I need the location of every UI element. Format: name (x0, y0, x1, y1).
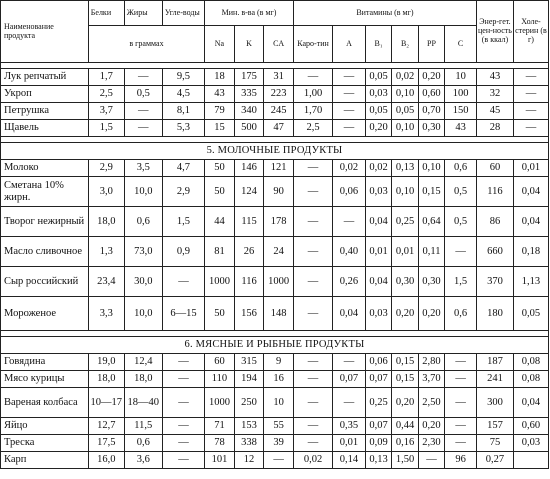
cell-vit-a: — (333, 388, 366, 418)
header-proteins: Белки (88, 1, 124, 26)
cell-vit-b1: 0,02 (365, 160, 391, 177)
cell-na: 79 (205, 103, 235, 120)
cell-carbs: 1,5 (162, 207, 204, 237)
cell-vit-b2: 0,15 (392, 354, 418, 371)
cell-vit-a: 0,02 (333, 160, 366, 177)
product-name: Щавель (1, 120, 89, 137)
table-row (1, 354, 549, 371)
cell-na: 110 (205, 371, 235, 388)
cell-vit-c: 100 (445, 86, 477, 103)
cell-ca: 39 (264, 435, 294, 452)
cell-vit-c: — (445, 418, 477, 435)
cell-vit-a: — (333, 86, 366, 103)
cell-fats: — (124, 120, 162, 137)
cell-fats: 30,0 (124, 267, 162, 297)
cell-carotene: — (293, 354, 332, 371)
header-product-name: Наименование продукта (1, 1, 89, 63)
cell-proteins: 12,7 (88, 418, 124, 435)
table-row (1, 86, 549, 103)
cell-carbs: 0,9 (162, 237, 204, 267)
cell-vit-pp: 2,50 (418, 388, 444, 418)
cell-proteins: 19,0 (88, 354, 124, 371)
cell-proteins: 16,0 (88, 452, 124, 469)
cell-fats: — (124, 103, 162, 120)
cell-na: 101 (205, 452, 235, 469)
cell-vit-b2: 0,01 (392, 237, 418, 267)
cell-carotene: — (293, 177, 332, 207)
header-vit-c: C (445, 26, 477, 63)
cell-fats: 10,0 (124, 297, 162, 331)
cell-cholesterol: — (513, 69, 548, 86)
cell-cholesterol: 0,01 (513, 160, 548, 177)
cell-proteins: 17,5 (88, 435, 124, 452)
cell-vit-b2: 0,30 (392, 267, 418, 297)
cell-energy: 86 (476, 207, 513, 237)
cell-vit-b1: 0,07 (365, 371, 391, 388)
cell-vit-a: 0,06 (333, 177, 366, 207)
cell-na: 43 (205, 86, 235, 103)
cell-carotene: — (293, 388, 332, 418)
cell-energy: 157 (476, 418, 513, 435)
cell-vit-b1: 0,03 (365, 297, 391, 331)
cell-vit-b1: 0,03 (365, 86, 391, 103)
cell-k: 250 (234, 388, 264, 418)
cell-vit-b2: 0,13 (392, 160, 418, 177)
header-ca: CA (264, 26, 294, 63)
product-name: Говядина (1, 354, 89, 371)
cell-na: 1000 (205, 267, 235, 297)
cell-na: 1000 (205, 388, 235, 418)
header-vit-b1: B₁ (365, 26, 391, 63)
cell-proteins: 1,3 (88, 237, 124, 267)
table-row (1, 177, 549, 207)
cell-vit-c: 0,5 (445, 177, 477, 207)
cell-vit-pp: 0,10 (418, 160, 444, 177)
cell-k: 115 (234, 207, 264, 237)
cell-k: 315 (234, 354, 264, 371)
header-vitamins: Витамины (в мг) (293, 1, 476, 26)
cell-vit-c: — (445, 237, 477, 267)
cell-vit-pp: — (418, 452, 444, 469)
table-row (1, 103, 549, 120)
product-name: Вареная колбаса (1, 388, 89, 418)
cell-na: 81 (205, 237, 235, 267)
cell-vit-b2: 0,44 (392, 418, 418, 435)
cell-fats: 73,0 (124, 237, 162, 267)
cell-k: 340 (234, 103, 264, 120)
cell-vit-b2: 0,16 (392, 435, 418, 452)
cell-carbs: — (162, 267, 204, 297)
cell-vit-b1: 0,04 (365, 207, 391, 237)
cell-vit-b2: 0,05 (392, 103, 418, 120)
cell-carotene: — (293, 267, 332, 297)
cell-ca: 223 (264, 86, 294, 103)
product-name: Укроп (1, 86, 89, 103)
cell-carbs: — (162, 435, 204, 452)
cell-proteins: 2,9 (88, 160, 124, 177)
cell-proteins: 2,5 (88, 86, 124, 103)
cell-fats: 3,5 (124, 160, 162, 177)
header-energy: Энер-гет. цен-ность (в ккал) (476, 1, 513, 63)
cell-vit-b1: 0,05 (365, 103, 391, 120)
section-title: 5. МОЛОЧНЫЕ ПРОДУКТЫ (1, 143, 549, 160)
cell-na: 71 (205, 418, 235, 435)
cell-k: 175 (234, 69, 264, 86)
cell-vit-c: — (445, 388, 477, 418)
cell-fats: 3,6 (124, 452, 162, 469)
cell-proteins: 18,0 (88, 371, 124, 388)
cell-energy: 180 (476, 297, 513, 331)
header-carbs: Угле-воды (162, 1, 204, 26)
cell-vit-a: 0,01 (333, 435, 366, 452)
cell-carotene: — (293, 237, 332, 267)
cell-fats: 11,5 (124, 418, 162, 435)
cell-na: 50 (205, 297, 235, 331)
cell-k: 194 (234, 371, 264, 388)
cell-vit-pp: 0,15 (418, 177, 444, 207)
cell-ca: 245 (264, 103, 294, 120)
cell-vit-a: 0,04 (333, 297, 366, 331)
cell-vit-b1: 0,05 (365, 69, 391, 86)
cell-na: 18 (205, 69, 235, 86)
cell-fats: 12,4 (124, 354, 162, 371)
cell-vit-pp: 0,30 (418, 267, 444, 297)
cell-energy: 28 (476, 120, 513, 137)
cell-vit-b1: 0,03 (365, 177, 391, 207)
cell-vit-b2: 0,20 (392, 297, 418, 331)
cell-carotene: 1,00 (293, 86, 332, 103)
cell-carotene: — (293, 69, 332, 86)
cell-energy: 0,27 (476, 452, 513, 469)
table-row (1, 297, 549, 331)
cell-k: 26 (234, 237, 264, 267)
cell-vit-c: — (445, 371, 477, 388)
product-name: Треска (1, 435, 89, 452)
header-k: K (234, 26, 264, 63)
cell-cholesterol: 1,13 (513, 267, 548, 297)
cell-cholesterol: 0,04 (513, 177, 548, 207)
product-name: Лук репчатый (1, 69, 89, 86)
cell-vit-a: 0,35 (333, 418, 366, 435)
cell-proteins: 1,7 (88, 69, 124, 86)
cell-cholesterol: 0,08 (513, 354, 548, 371)
cell-vit-pp: 2,80 (418, 354, 444, 371)
cell-vit-pp: 0,64 (418, 207, 444, 237)
product-name: Творог нежирный (1, 207, 89, 237)
product-name: Масло сливочное (1, 237, 89, 267)
cell-cholesterol: 0,04 (513, 207, 548, 237)
cell-na: 44 (205, 207, 235, 237)
cell-carotene: — (293, 435, 332, 452)
cell-ca: — (264, 452, 294, 469)
cell-carotene: — (293, 297, 332, 331)
cell-k: 146 (234, 160, 264, 177)
cell-vit-b1: 0,13 (365, 452, 391, 469)
table-row (1, 237, 549, 267)
cell-energy: 300 (476, 388, 513, 418)
cell-vit-pp: 2,30 (418, 435, 444, 452)
cell-vit-a: 0,40 (333, 237, 366, 267)
cell-vit-pp: 0,20 (418, 297, 444, 331)
cell-vit-pp: 0,60 (418, 86, 444, 103)
product-name: Мясо курицы (1, 371, 89, 388)
cell-cholesterol (513, 452, 548, 469)
cell-vit-c: 1,5 (445, 267, 477, 297)
cell-fats: 18,0 (124, 371, 162, 388)
cell-vit-b2: 0,10 (392, 120, 418, 137)
header-carotene: Каро-тин (293, 26, 332, 63)
cell-vit-b1: 0,09 (365, 435, 391, 452)
cell-ca: 178 (264, 207, 294, 237)
cell-vit-b1: 0,04 (365, 267, 391, 297)
cell-vit-b1: 0,20 (365, 120, 391, 137)
cell-cholesterol: — (513, 103, 548, 120)
cell-vit-c: 150 (445, 103, 477, 120)
cell-ca: 55 (264, 418, 294, 435)
cell-vit-c: 10 (445, 69, 477, 86)
cell-energy: 60 (476, 160, 513, 177)
product-name: Сыр российский (1, 267, 89, 297)
cell-proteins: 18,0 (88, 207, 124, 237)
cell-carotene: 2,5 (293, 120, 332, 137)
cell-vit-a: — (333, 120, 366, 137)
cell-k: 153 (234, 418, 264, 435)
cell-vit-b2: 1,50 (392, 452, 418, 469)
cell-energy: 43 (476, 69, 513, 86)
cell-vit-a: — (333, 207, 366, 237)
cell-vit-b2: 0,10 (392, 177, 418, 207)
table-row (1, 69, 549, 86)
cell-vit-c: 0,5 (445, 207, 477, 237)
cell-carbs: — (162, 354, 204, 371)
cell-k: 338 (234, 435, 264, 452)
cell-carbs: 4,5 (162, 86, 204, 103)
cell-vit-pp: 0,20 (418, 418, 444, 435)
header-minerals: Мин. в-ва (в мг) (205, 1, 294, 26)
cell-k: 335 (234, 86, 264, 103)
cell-carbs: — (162, 388, 204, 418)
cell-ca: 9 (264, 354, 294, 371)
cell-ca: 90 (264, 177, 294, 207)
cell-vit-b1: 0,06 (365, 354, 391, 371)
cell-cholesterol: 0,08 (513, 371, 548, 388)
cell-vit-pp: 0,11 (418, 237, 444, 267)
cell-ca: 148 (264, 297, 294, 331)
cell-ca: 121 (264, 160, 294, 177)
cell-vit-pp: 0,70 (418, 103, 444, 120)
header-cholesterol: Холе-стерин (в г) (513, 1, 548, 63)
cell-ca: 10 (264, 388, 294, 418)
cell-na: 15 (205, 120, 235, 137)
cell-ca: 47 (264, 120, 294, 137)
cell-energy: 187 (476, 354, 513, 371)
cell-cholesterol: — (513, 86, 548, 103)
cell-vit-a: 0,14 (333, 452, 366, 469)
cell-proteins: 3,7 (88, 103, 124, 120)
cell-cholesterol: 0,60 (513, 418, 548, 435)
table-row (1, 388, 549, 418)
cell-carbs: 2,9 (162, 177, 204, 207)
product-name: Мороженое (1, 297, 89, 331)
table-row (1, 207, 549, 237)
cell-cholesterol: 0,03 (513, 435, 548, 452)
cell-carotene: — (293, 207, 332, 237)
cell-vit-c: 0,6 (445, 160, 477, 177)
cell-vit-c: 43 (445, 120, 477, 137)
cell-fats: — (124, 69, 162, 86)
cell-vit-pp: 0,20 (418, 69, 444, 86)
product-name: Петрушка (1, 103, 89, 120)
cell-energy: 241 (476, 371, 513, 388)
cell-fats: 18—40 (124, 388, 162, 418)
cell-ca: 16 (264, 371, 294, 388)
cell-k: 156 (234, 297, 264, 331)
cell-carotene: 1,70 (293, 103, 332, 120)
cell-vit-b2: 0,15 (392, 371, 418, 388)
table-row (1, 371, 549, 388)
cell-vit-b1: 0,25 (365, 388, 391, 418)
cell-vit-c: 0,6 (445, 297, 477, 331)
cell-cholesterol: 0,04 (513, 388, 548, 418)
cell-vit-a: — (333, 354, 366, 371)
cell-carbs: — (162, 452, 204, 469)
cell-k: 500 (234, 120, 264, 137)
cell-vit-b2: 0,25 (392, 207, 418, 237)
cell-na: 50 (205, 160, 235, 177)
cell-energy: 32 (476, 86, 513, 103)
cell-vit-c: — (445, 354, 477, 371)
cell-fats: 0,6 (124, 435, 162, 452)
table-row (1, 452, 549, 469)
cell-na: 60 (205, 354, 235, 371)
cell-vit-b2: 0,20 (392, 388, 418, 418)
table-row (1, 435, 549, 452)
cell-carbs: — (162, 418, 204, 435)
product-name: Молоко (1, 160, 89, 177)
cell-proteins: 3,3 (88, 297, 124, 331)
cell-carbs: — (162, 371, 204, 388)
header-na: Na (205, 26, 235, 63)
cell-energy: 45 (476, 103, 513, 120)
cell-carbs: 6—15 (162, 297, 204, 331)
table-body (1, 63, 549, 469)
cell-proteins: 10—17 (88, 388, 124, 418)
cell-carotene: — (293, 160, 332, 177)
product-name: Карп (1, 452, 89, 469)
header-fats: Жиры (124, 1, 162, 26)
header-vit-a: A (333, 26, 366, 63)
table-row (1, 267, 549, 297)
cell-carbs: 9,5 (162, 69, 204, 86)
cell-k: 12 (234, 452, 264, 469)
cell-energy: 370 (476, 267, 513, 297)
cell-carbs: 8,1 (162, 103, 204, 120)
cell-na: 78 (205, 435, 235, 452)
cell-proteins: 1,5 (88, 120, 124, 137)
cell-na: 50 (205, 177, 235, 207)
cell-k: 116 (234, 267, 264, 297)
cell-fats: 10,0 (124, 177, 162, 207)
cell-vit-b1: 0,01 (365, 237, 391, 267)
cell-vit-pp: 0,30 (418, 120, 444, 137)
cell-carotene: — (293, 418, 332, 435)
cell-proteins: 3,0 (88, 177, 124, 207)
header-vit-pp: PP (418, 26, 444, 63)
header-row-top (1, 1, 549, 26)
cell-cholesterol: — (513, 120, 548, 137)
product-name: Яйцо (1, 418, 89, 435)
cell-carbs: 4,7 (162, 160, 204, 177)
header-in-grams: в граммах (88, 26, 204, 63)
cell-carotene: — (293, 371, 332, 388)
cell-ca: 24 (264, 237, 294, 267)
cell-vit-c: 96 (445, 452, 477, 469)
cell-proteins: 23,4 (88, 267, 124, 297)
cell-ca: 31 (264, 69, 294, 86)
product-name: Сметана 10% жирн. (1, 177, 89, 207)
cell-energy: 660 (476, 237, 513, 267)
cell-vit-b2: 0,02 (392, 69, 418, 86)
cell-energy: 116 (476, 177, 513, 207)
cell-energy: 75 (476, 435, 513, 452)
cell-vit-a: — (333, 103, 366, 120)
cell-vit-c: — (445, 435, 477, 452)
cell-k: 124 (234, 177, 264, 207)
cell-vit-b1: 0,07 (365, 418, 391, 435)
table-row (1, 418, 549, 435)
cell-vit-b2: 0,10 (392, 86, 418, 103)
cell-carotene: 0,02 (293, 452, 332, 469)
section-row (1, 337, 549, 354)
cell-fats: 0,5 (124, 86, 162, 103)
cell-vit-a: 0,26 (333, 267, 366, 297)
cell-cholesterol: 0,18 (513, 237, 548, 267)
cell-ca: 1000 (264, 267, 294, 297)
cell-vit-pp: 3,70 (418, 371, 444, 388)
header-vit-b2: B₂ (392, 26, 418, 63)
section-title: 6. МЯСНЫЕ И РЫБНЫЕ ПРОДУКТЫ (1, 337, 549, 354)
cell-cholesterol: 0,05 (513, 297, 548, 331)
cell-fats: 0,6 (124, 207, 162, 237)
section-row (1, 143, 549, 160)
table-row (1, 160, 549, 177)
table-row (1, 120, 549, 137)
cell-carbs: 5,3 (162, 120, 204, 137)
cell-vit-a: 0,07 (333, 371, 366, 388)
cell-vit-a: — (333, 69, 366, 86)
